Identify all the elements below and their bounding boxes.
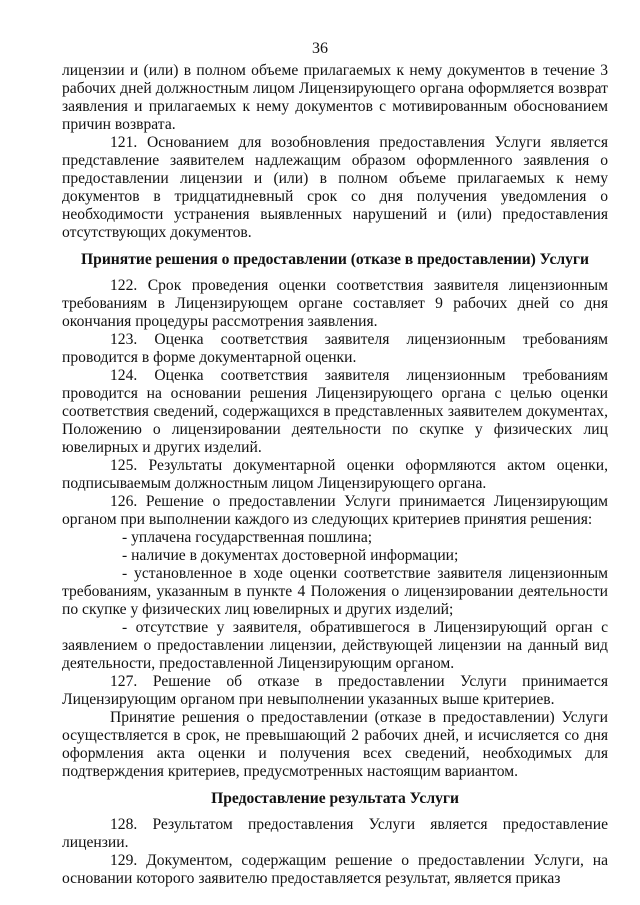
- page-number: 36: [312, 40, 328, 57]
- criteria-list-item: - отсутствие у заявителя, обратившегося в Лицензирующий орган с заявлением о предоставлении лицензии, действующей лицензии на данный вид деятельности, предоставленной Лицензирующим органом.: [62, 619, 608, 672]
- criteria-list-item: - наличие в документах достоверной информации;: [122, 547, 459, 564]
- paragraph-128: 128. Результатом предоставления Услуги является предоставление лицензии.: [62, 816, 608, 851]
- section-heading-decision: Принятие решения о предоставлении (отказе в предоставлении) Услуги: [81, 251, 589, 268]
- criteria-list-item: - установленное в ходе оценки соответствие заявителя лицензионным требованиям, указанным в пункте 4 Положения о лицензировании деятельности по скупке у физических лиц ювелирных и других изделий;: [62, 565, 608, 618]
- paragraph-124: 124. Оценка соответствия заявителя лицензионным требованиям проводится на основании решения Лицензирующего органа с целью оценки соответствия сведений, содержащихся в представленных заявителем документах, Положению о лицензировании деятельности по скупке у физических лиц ювелирных и других изделий.: [62, 367, 608, 456]
- section-heading-result: Предоставление результата Услуги: [211, 790, 459, 807]
- paragraph-122: 122. Срок проведения оценки соответствия заявителя лицензионным требованиям в Лицензирующем органе составляет 9 рабочих дней со дня окончания процедуры рассмотрения заявления.: [62, 277, 608, 330]
- paragraph-125: 125. Результаты документарной оценки оформляются актом оценки, подписываемым должностным лицом Лицензирующего органа.: [62, 457, 608, 492]
- paragraph-123: 123. Оценка соответствия заявителя лицензионным требованиям проводится в форме документарной оценки.: [62, 331, 608, 366]
- paragraph-126: 126. Решение о предоставлении Услуги принимается Лицензирующим органом при выполнении каждого из следующих критериев принятия решения:: [62, 493, 608, 528]
- paragraph-decision-timing: Принятие решения о предоставлении (отказе в предоставлении) Услуги осуществляется в срок, не превышающий 2 рабочих дней, и исчисляется со дня оформления акта оценки и получения всех сведений, необходимых для подтверждения критериев, предусмотренных настоящим вариантом.: [62, 709, 608, 780]
- criteria-list-item: - уплачена государственная пошлина;: [122, 529, 373, 546]
- paragraph-121: 121. Основанием для возобновления предоставления Услуги является представление заявителем надлежащим образом оформленного заявления о предоставлении лицензии и (или) в полном объеме прилагаемых к нему документов в тридцатидневный срок со дня получения уведомления о необходимости устранения выявленных нарушений и (или) предоставления отсутствующих документов.: [62, 134, 608, 241]
- paragraph-127: 127. Решение об отказе в предоставлении Услуги принимается Лицензирующим органом при невыполнении указанных выше критериев.: [62, 673, 608, 708]
- document-body: [62, 62, 608, 888]
- paragraph-continuation: лицензии и (или) в полном объеме прилагаемых к нему документов в течение 3 рабочих дней должностным лицом Лицензирующего органа оформляется возврат заявления и прилагаемых к нему документов с мотивированным обоснованием причин возврата.: [62, 62, 608, 133]
- paragraph-129: 129. Документом, содержащим решение о предоставлении Услуги, на основании которого заявителю предоставляется результат, является приказ: [62, 852, 608, 887]
